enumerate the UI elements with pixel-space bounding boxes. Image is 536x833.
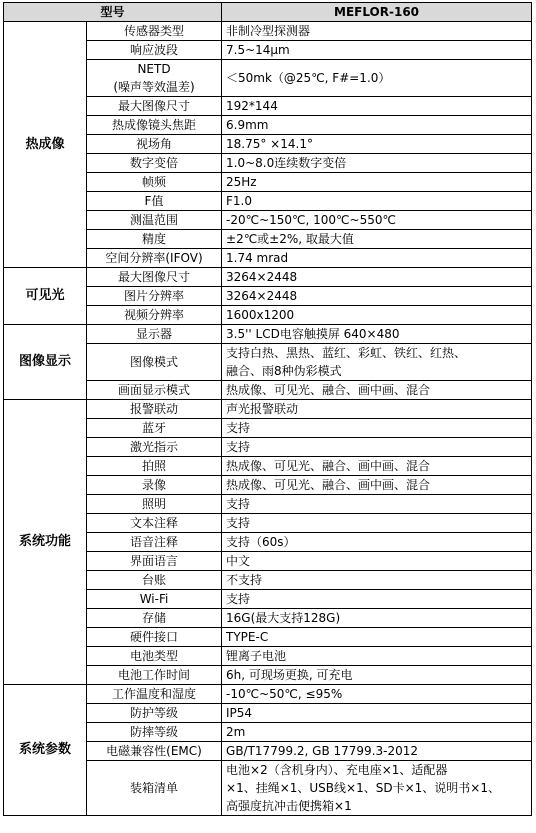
param-cell: 防护等级 — [87, 704, 222, 723]
value-line: 支持白热、黑热、蓝红、彩虹、铁红、红热、 — [226, 346, 467, 360]
value-cell: 支持（60s） — [222, 533, 532, 552]
value-line: 高强度抗冲击便携箱×1 — [226, 799, 352, 813]
param-cell: Wi-Fi — [87, 590, 222, 609]
param-cell: 防摔等级 — [87, 723, 222, 742]
value-cell: 不支持 — [222, 571, 532, 590]
param-cell: 视场角 — [87, 135, 222, 154]
value-cell: 热成像、可见光、融合、画中画、混合 — [222, 476, 532, 495]
param-cell: 语音注释 — [87, 533, 222, 552]
param-cell: 精度 — [87, 230, 222, 249]
value-cell — [222, 344, 532, 381]
param-cell: 最大图像尺寸 — [87, 97, 222, 116]
value-cell: 中文 — [222, 552, 532, 571]
value-cell: ＜50mk（@25℃, F#=1.0） — [222, 60, 532, 97]
param-cell: 图片分辨率 — [87, 287, 222, 306]
param-cell: 响应波段 — [87, 41, 222, 60]
param-cell — [87, 60, 222, 97]
value-cell: 3264×2448 — [222, 268, 532, 287]
param-cell: F值 — [87, 192, 222, 211]
value-cell: 支持 — [222, 438, 532, 457]
table-row — [4, 400, 532, 419]
param-cell: 最大图像尺寸 — [87, 268, 222, 287]
param-cell: 文本注释 — [87, 514, 222, 533]
spec-table — [3, 2, 532, 816]
param-cell: 帧频 — [87, 173, 222, 192]
category-label: 图像显示 — [4, 325, 87, 400]
param-cell: 显示器 — [87, 325, 222, 344]
table-row — [4, 685, 532, 704]
table-row — [4, 268, 532, 287]
value-cell: 3264×2448 — [222, 287, 532, 306]
param-line: NETD — [137, 62, 171, 76]
param-cell: 激光指示 — [87, 438, 222, 457]
value-cell: 热成像、可见光、融合、画中画、混合 — [222, 457, 532, 476]
param-cell: 热成像镜头焦距 — [87, 116, 222, 135]
param-cell: 存储 — [87, 609, 222, 628]
value-cell: -20℃~150℃, 100℃~550℃ — [222, 211, 532, 230]
value-cell: 支持 — [222, 514, 532, 533]
value-cell: 支持 — [222, 495, 532, 514]
value-line: 融合、雨8种伪彩模式 — [226, 364, 342, 378]
value-cell: -10℃~50℃, ≤95% — [222, 685, 532, 704]
category-label: 系统参数 — [4, 685, 87, 816]
table-row — [4, 325, 532, 344]
param-cell: 测温范围 — [87, 211, 222, 230]
param-cell: 画面显示模式 — [87, 381, 222, 400]
value-line: 电池×2（含机身内）、充电座×1、适配器 — [226, 763, 448, 777]
value-cell: F1.0 — [222, 192, 532, 211]
value-cell: GB/T17799.2, GB 17799.3-2012 — [222, 742, 532, 761]
value-cell: 16G(最大支持128G) — [222, 609, 532, 628]
value-cell: 非制冷型探测器 — [222, 22, 532, 41]
value-cell: TYPE-C — [222, 628, 532, 647]
category-label: 系统功能 — [4, 400, 87, 685]
value-cell: ±2℃或±2%, 取最大值 — [222, 230, 532, 249]
param-cell: 电池工作时间 — [87, 666, 222, 685]
value-cell: 25Hz — [222, 173, 532, 192]
value-cell: 7.5~14μm — [222, 41, 532, 60]
param-cell: 台账 — [87, 571, 222, 590]
param-cell: 硬件接口 — [87, 628, 222, 647]
param-cell: 电池类型 — [87, 647, 222, 666]
param-cell: 数字变倍 — [87, 154, 222, 173]
param-cell: 界面语言 — [87, 552, 222, 571]
value-cell: 支持 — [222, 590, 532, 609]
model-label: 型号 — [4, 3, 222, 22]
param-cell: 录像 — [87, 476, 222, 495]
param-cell: 照明 — [87, 495, 222, 514]
param-cell: 工作温度和湿度 — [87, 685, 222, 704]
value-cell: 18.75° ×14.1° — [222, 135, 532, 154]
param-cell: 视频分辨率 — [87, 306, 222, 325]
param-cell: 传感器类型 — [87, 22, 222, 41]
value-line: ×1、挂绳×1、USB线×1、SD卡×1、说明书×1、 — [226, 781, 500, 795]
category-label: 热成像 — [4, 22, 87, 268]
param-cell: 空间分辨率(IFOV) — [87, 249, 222, 268]
param-line: (噪声等效温差) — [113, 80, 195, 94]
value-cell: 1.74 mrad — [222, 249, 532, 268]
value-cell: 1600x1200 — [222, 306, 532, 325]
category-label: 可见光 — [4, 268, 87, 325]
model-value: MEFLOR-160 — [222, 3, 532, 22]
value-cell: 锂离子电池 — [222, 647, 532, 666]
header-row — [4, 3, 532, 22]
param-cell: 报警联动 — [87, 400, 222, 419]
value-cell: 声光报警联动 — [222, 400, 532, 419]
value-cell: 1.0~8.0连续数字变倍 — [222, 154, 532, 173]
value-cell: 热成像、可见光、融合、画中画、混合 — [222, 381, 532, 400]
value-cell: 2m — [222, 723, 532, 742]
param-cell: 蓝牙 — [87, 419, 222, 438]
value-cell: 6.9mm — [222, 116, 532, 135]
param-cell: 装箱清单 — [87, 761, 222, 816]
value-cell: 192*144 — [222, 97, 532, 116]
value-cell: 3.5'' LCD电容触摸屏 640×480 — [222, 325, 532, 344]
param-cell: 图像模式 — [87, 344, 222, 381]
value-cell: 支持 — [222, 419, 532, 438]
value-cell: 6h, 可现场更换, 可充电 — [222, 666, 532, 685]
param-cell: 拍照 — [87, 457, 222, 476]
value-cell: IP54 — [222, 704, 532, 723]
value-cell — [222, 761, 532, 816]
param-cell: 电磁兼容性(EMC) — [87, 742, 222, 761]
table-row — [4, 22, 532, 41]
